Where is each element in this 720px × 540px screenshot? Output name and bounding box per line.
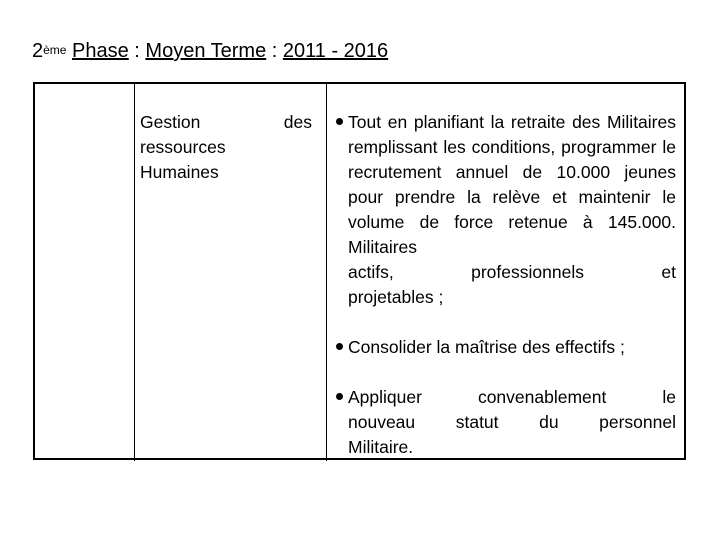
item-3-line-1 <box>348 385 676 410</box>
item-1-word-c: et <box>661 262 676 282</box>
bullet-icon <box>336 343 343 350</box>
item-1-tail: projetables ; <box>348 287 444 307</box>
page-title <box>32 40 388 63</box>
item-1-word-b: professionnels <box>471 262 584 282</box>
actions-cell <box>336 110 676 460</box>
category-line-3: Humaines <box>140 162 219 182</box>
item-3-word-b: convenablement <box>477 387 607 407</box>
item-3-word-e: statut <box>455 412 499 432</box>
table-divider-left <box>134 84 135 461</box>
item-3-word-g: personnel <box>599 412 676 432</box>
category-word-2: des <box>283 112 312 132</box>
title-sep2: : <box>266 40 283 62</box>
item-1-word-a: actifs, <box>348 262 394 282</box>
item-3-line-3: Militaire. <box>348 437 414 457</box>
title-superscript: ème <box>43 43 67 57</box>
list-item <box>336 335 676 360</box>
item-3-word-f: du <box>539 412 559 432</box>
title-phase: Phase <box>72 40 129 62</box>
title-years: 2011 - 2016 <box>282 40 389 62</box>
item-3-word-c: le <box>662 387 676 407</box>
table-divider-middle <box>326 84 327 461</box>
item-3-word-d: nouveau <box>348 412 416 432</box>
list-item <box>336 110 676 310</box>
category-word-1: Gestion <box>140 112 201 132</box>
category-cell <box>140 110 312 185</box>
title-prefix: 2 <box>32 40 44 62</box>
category-line-2: ressources <box>140 137 226 157</box>
item-3-word-a: Appliquer <box>348 387 422 407</box>
bullet-icon <box>336 393 343 400</box>
bullet-icon <box>336 118 343 125</box>
title-sep1: : <box>128 40 146 62</box>
item-1-text: Tout en planifiant la retraite des Militaires remplissant les conditions, programmer le recrutement annuel de 10.000 jeunes pour prendre la relève et maintenir le volume de force retenue à 145.000. Militaires <box>348 112 676 257</box>
item-3-line-2 <box>348 410 676 435</box>
list-item <box>336 385 676 460</box>
item-1-last-line <box>348 260 676 285</box>
item-2-text: Consolider la maîtrise des effectifs ; <box>348 337 625 357</box>
title-term: Moyen Terme <box>145 40 267 62</box>
